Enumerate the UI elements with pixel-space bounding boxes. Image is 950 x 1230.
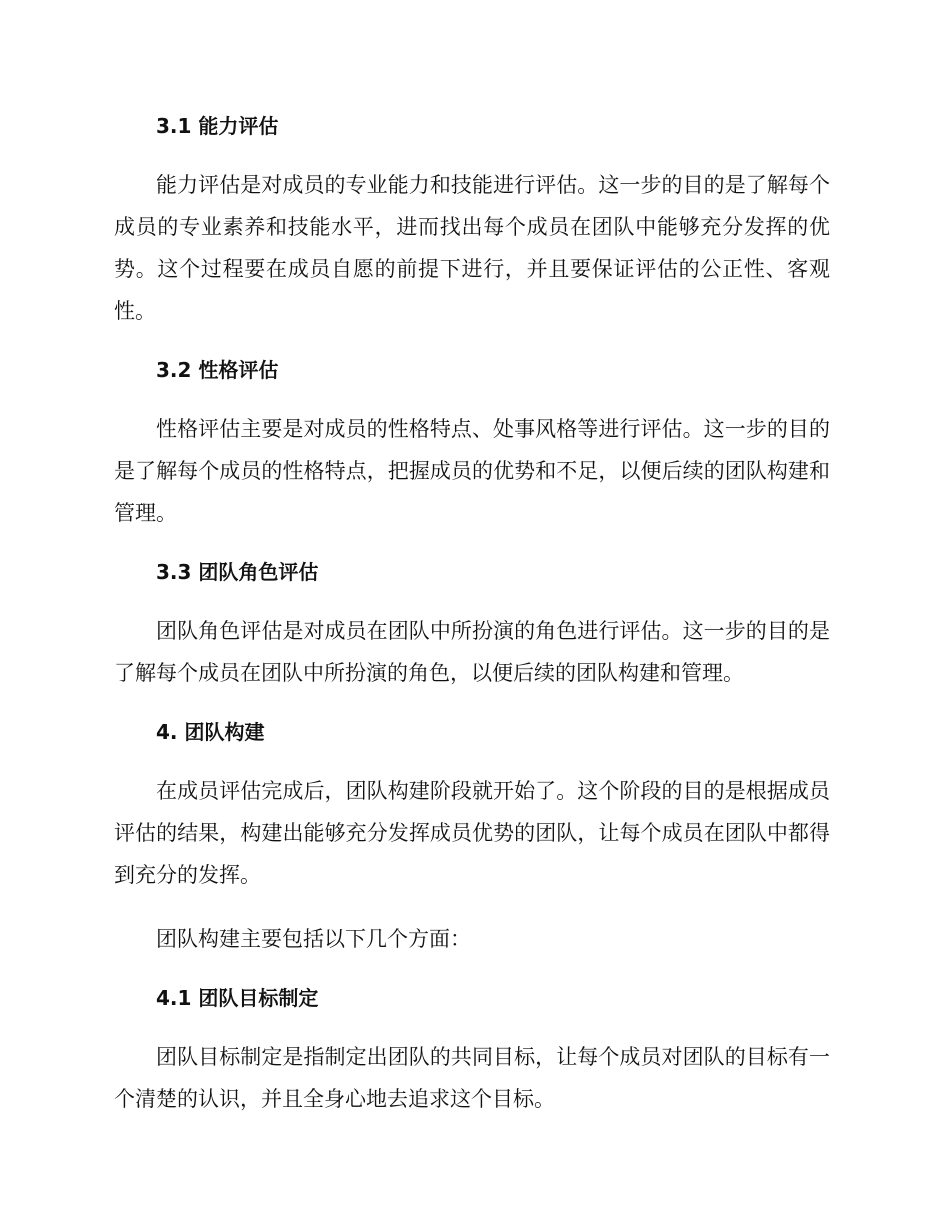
section-heading-4: 4. 团队构建 [156,720,265,744]
section-paragraph: 性格评估主要是对成员的性格特点、处事风格等进行评估。这一步的目的是了解每个成员的性格特点，把握成员的优势和不足，以便后续的团队构建和管理。 [114,417,830,525]
section-paragraph: 团队目标制定是指制定出团队的共同目标，让每个成员对团队的目标有一个清楚的认识，并且全身心地去追求这个目标。 [114,1045,830,1111]
section-heading-3-2: 3.2 性格评估 [156,358,279,382]
document-body [114,110,830,1142]
section-heading-3-1: 3.1 能力评估 [156,114,279,138]
section-paragraph: 能力评估是对成员的专业能力和技能进行评估。这一步的目的是了解每个成员的专业素养和技能水平，进而找出每个成员在团队中能够充分发挥的优势。这个过程要在成员自愿的前提下进行，并且要保证评估的公正性、客观性。 [114,173,830,323]
section-paragraph: 团队角色评估是对成员在团队中所扮演的角色进行评估。这一步的目的是了解每个成员在团队中所扮演的角色，以便后续的团队构建和管理。 [114,619,830,685]
section-paragraph: 团队构建主要包括以下几个方面： [156,927,471,951]
section-heading-4-1: 4.1 团队目标制定 [156,986,319,1010]
section-heading-3-3: 3.3 团队角色评估 [156,560,319,584]
section-paragraph: 在成员评估完成后，团队构建阶段就开始了。这个阶段的目的是根据成员评估的结果，构建出能够充分发挥成员优势的团队，让每个成员在团队中都得到充分的发挥。 [114,779,830,887]
